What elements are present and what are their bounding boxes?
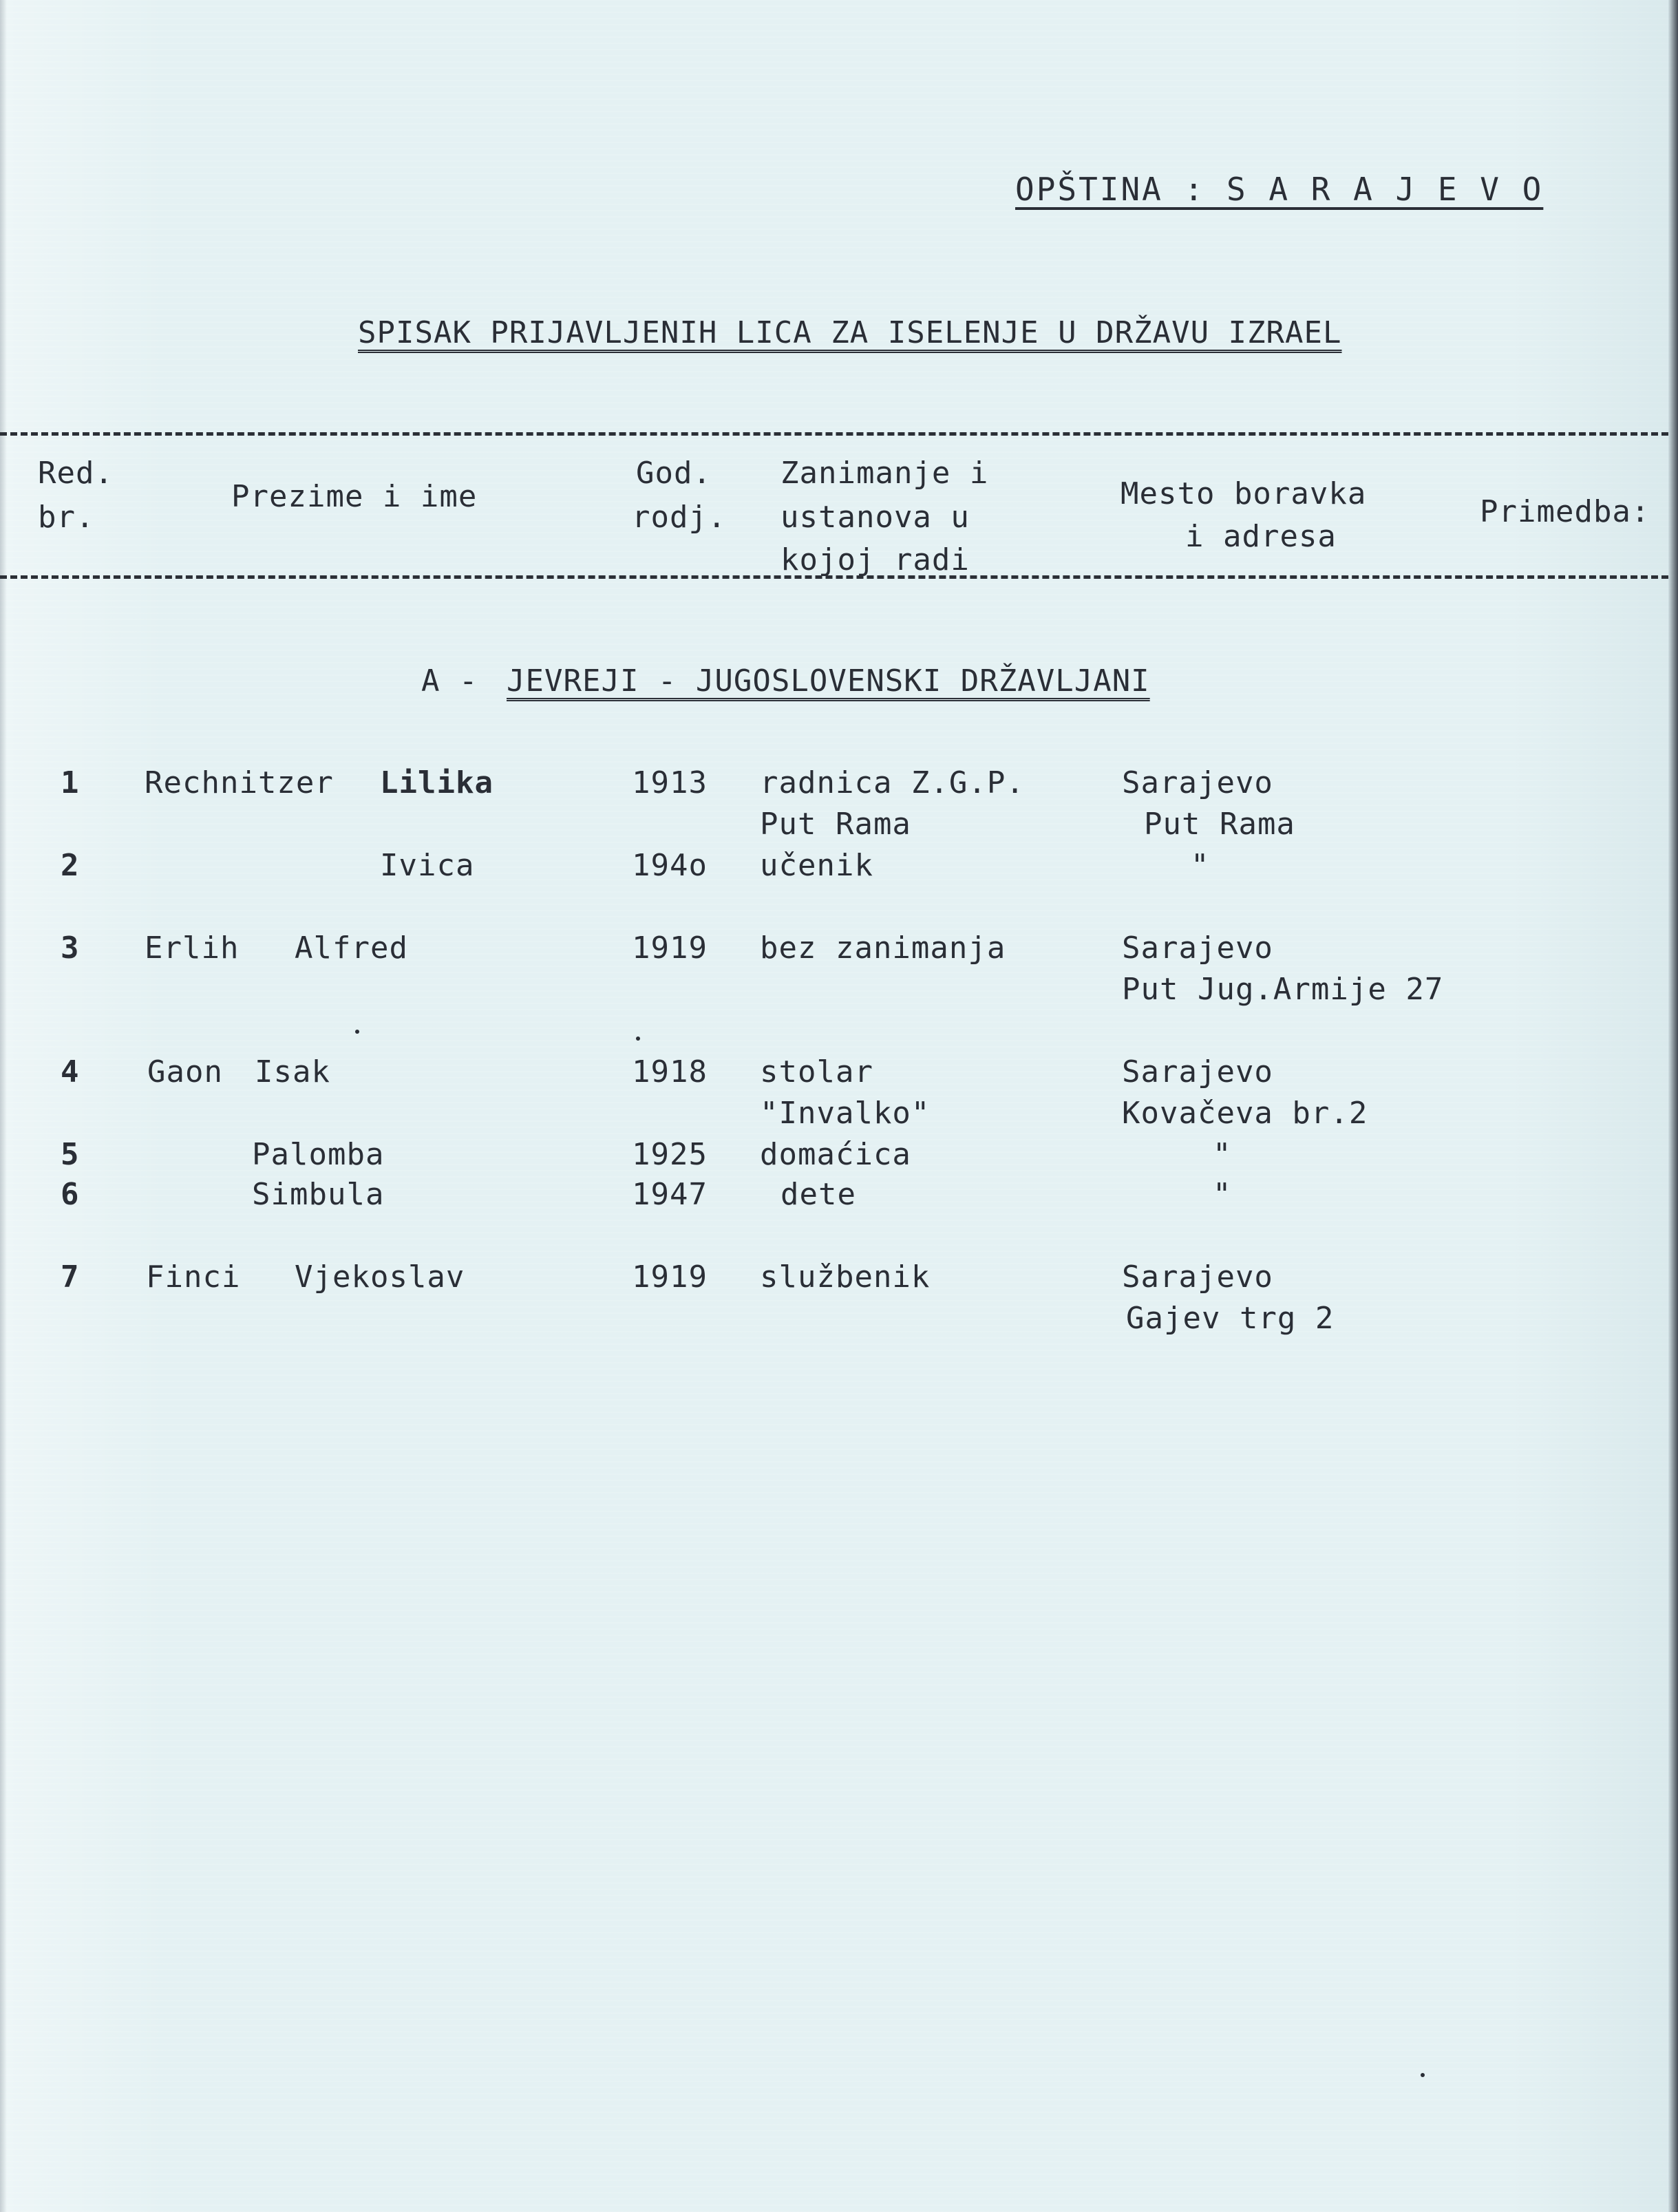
row-number: 4 [61,1054,80,1089]
row-birth-year: 1925 [632,1137,708,1172]
scan-speck [1421,2073,1425,2077]
row-residence: Sarajevo [1122,930,1273,966]
column-header-residence-line2: i adresa [1185,519,1337,554]
row-birth-year: 1919 [632,1259,708,1295]
row-surname: Gaon [147,1054,223,1089]
row-occupation: domaćica [760,1137,911,1172]
column-header-year-line2: rodj. [632,500,727,535]
row-residence: " [1213,1137,1232,1172]
row-number: 2 [61,848,80,883]
row-residence: " [1191,848,1210,883]
column-header-occupation-line1: Zanimanje i [780,456,989,491]
column-header-residence-line1: Mesto boravka [1121,476,1367,511]
row-occupation: učenik [760,848,873,883]
column-header-year-line1: God. [636,456,712,491]
row-address: Gajev trg 2 [1126,1301,1335,1336]
municipality-heading: OPŠTINA : S A R A J E V O [1015,171,1544,208]
row-residence: Sarajevo [1122,1259,1273,1295]
column-header-number-line1: Red. [38,456,114,491]
column-header-number-line2: br. [38,500,95,535]
row-occupation-detail: Put Rama [760,807,911,842]
row-birth-year: 194o [632,848,708,883]
row-address: Put Jug.Armije 27 [1122,972,1444,1007]
scan-speck [355,1030,359,1034]
row-number: 3 [61,930,80,966]
row-surname: Erlih [145,930,240,966]
row-given-name: Palomba [252,1137,385,1172]
section-title: JEVREJI - JUGOSLOVENSKI DRŽAVLJANI [507,663,1150,699]
row-birth-year: 1919 [632,930,708,966]
scan-speck [636,1036,640,1041]
row-occupation: dete [780,1177,856,1212]
row-residence: Sarajevo [1122,765,1273,800]
row-given-name: Isak [255,1054,330,1089]
row-birth-year: 1918 [632,1054,708,1089]
row-number: 5 [61,1137,80,1172]
row-number: 7 [61,1259,80,1295]
row-given-name: Lilika [380,765,493,800]
section-prefix: A - [421,663,478,699]
column-header-name: Prezime i ime [231,479,478,514]
row-given-name: Ivica [380,848,475,883]
column-header-occupation-line3: kojoj radi [780,542,970,577]
row-residence: " [1213,1177,1232,1212]
column-header-remarks: Primedba: [1480,494,1650,529]
column-header-occupation-line2: ustanova u [780,500,970,535]
row-birth-year: 1913 [632,765,708,800]
row-given-name: Vjekoslav [295,1259,465,1295]
row-occupation: radnica Z.G.P. [760,765,1025,800]
row-occupation: bez zanimanja [760,930,1006,966]
scan-edge-left [0,0,7,2212]
header-rule-top [0,432,1668,436]
row-residence: Sarajevo [1122,1054,1273,1089]
row-occupation-detail: "Invalko" [760,1096,931,1131]
row-occupation: službenik [760,1259,931,1295]
row-given-name: Simbula [252,1177,385,1212]
row-address: Kovačeva br.2 [1122,1096,1368,1131]
row-address: Put Rama [1144,807,1295,842]
row-birth-year: 1947 [632,1177,708,1212]
document-title: SPISAK PRIJAVLJENIH LICA ZA ISELENJE U DRŽAVU IZRAEL [358,315,1342,350]
row-number: 6 [61,1177,80,1212]
row-occupation: stolar [760,1054,873,1089]
row-number: 1 [61,765,80,800]
row-given-name: Alfred [295,930,408,966]
row-surname: Rechnitzer [145,765,334,800]
row-surname: Finci [146,1259,241,1295]
scan-edge-right [1668,0,1678,2212]
